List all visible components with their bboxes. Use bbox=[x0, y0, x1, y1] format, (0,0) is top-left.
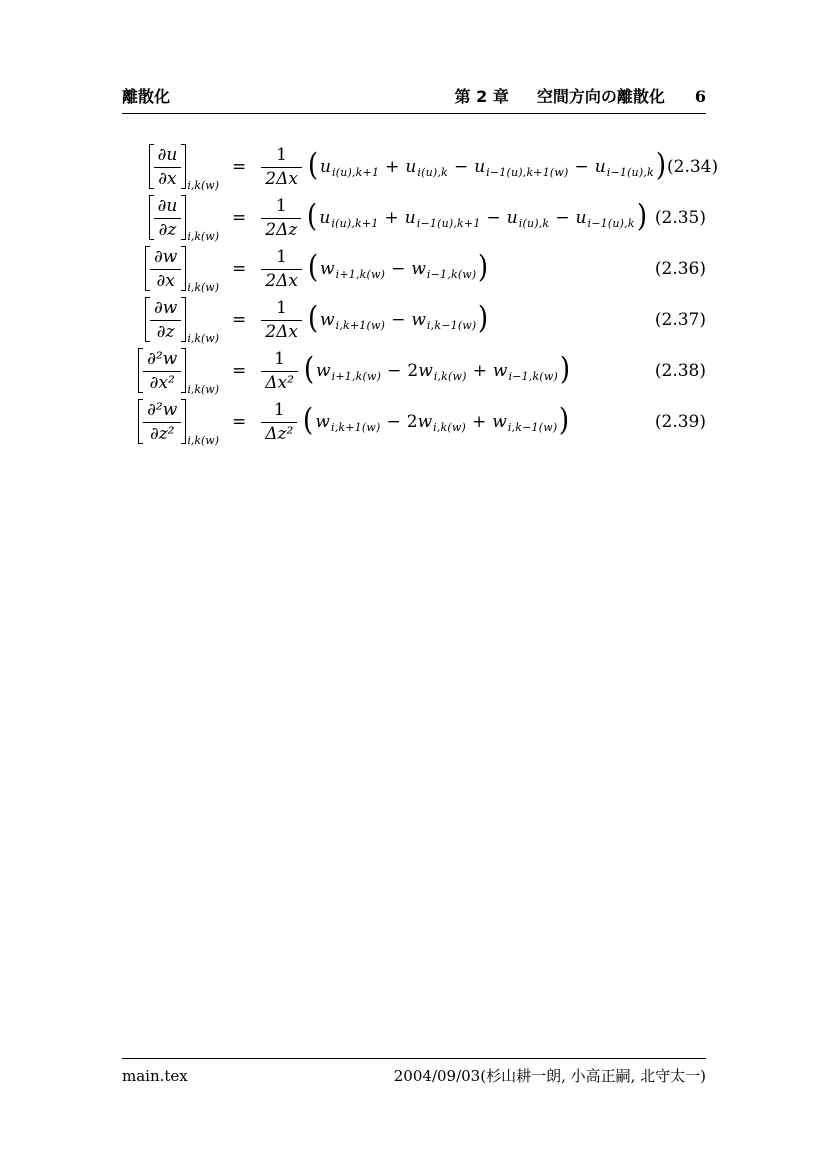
coefficient-numerator: 1 bbox=[275, 196, 287, 217]
term-coefficient: 2 bbox=[407, 360, 419, 381]
equation-row bbox=[122, 192, 706, 243]
term-subscript: i,k+1(w) bbox=[335, 318, 386, 332]
footer-rule bbox=[122, 1058, 706, 1059]
equation-number: (2.35) bbox=[654, 207, 706, 228]
page-footer-area bbox=[122, 1058, 706, 1086]
bracketed-derivative bbox=[145, 297, 186, 341]
equation-row bbox=[122, 294, 706, 345]
math-term bbox=[320, 157, 379, 177]
header-page-number: 6 bbox=[694, 87, 706, 106]
term-variable: u bbox=[320, 156, 331, 177]
derivative-numerator: ∂²w bbox=[147, 349, 178, 370]
math-term bbox=[407, 361, 466, 381]
equation-terms bbox=[320, 259, 476, 279]
coefficient-denominator: 2Δx bbox=[261, 320, 302, 342]
bracketed-derivative bbox=[138, 348, 186, 392]
equals-sign: = bbox=[232, 309, 247, 330]
open-paren: ( bbox=[303, 401, 314, 438]
right-bracket-icon bbox=[181, 195, 186, 239]
open-paren: ( bbox=[307, 299, 319, 336]
math-term bbox=[316, 361, 381, 381]
math-term bbox=[319, 208, 378, 228]
math-term bbox=[474, 157, 568, 177]
equation-lhs bbox=[122, 399, 219, 447]
term-variable: w bbox=[316, 360, 331, 381]
math-term bbox=[405, 157, 448, 177]
open-paren: ( bbox=[307, 197, 318, 234]
derivative-fraction bbox=[154, 195, 182, 239]
coefficient-denominator: Δz² bbox=[261, 422, 297, 444]
page-footer bbox=[122, 1065, 706, 1086]
equals-sign: = bbox=[232, 258, 247, 279]
bracketed-derivative bbox=[149, 195, 187, 239]
math-term bbox=[493, 361, 558, 381]
right-bracket-icon bbox=[181, 399, 186, 443]
math-term bbox=[492, 412, 557, 432]
coefficient-fraction bbox=[261, 195, 301, 239]
equation-number: (2.36) bbox=[654, 258, 706, 279]
term-variable: w bbox=[411, 309, 426, 330]
derivative-fraction bbox=[150, 246, 181, 290]
derivative-fraction bbox=[143, 399, 181, 443]
derivative-fraction bbox=[154, 144, 182, 188]
close-paren: ) bbox=[478, 299, 489, 336]
term-variable: w bbox=[492, 360, 508, 381]
term-subscript: i,k+1(w) bbox=[330, 420, 381, 434]
coefficient-denominator: 2Δx bbox=[261, 269, 302, 291]
equation-lhs bbox=[122, 144, 219, 192]
derivative-denominator: ∂x bbox=[154, 167, 182, 189]
close-paren: ) bbox=[559, 350, 571, 387]
right-bracket-icon bbox=[181, 246, 186, 290]
term-variable: u bbox=[319, 207, 331, 228]
document-page bbox=[122, 84, 719, 447]
derivative-numerator: ∂w bbox=[153, 247, 178, 268]
math-term bbox=[405, 208, 481, 228]
coefficient-numerator: 1 bbox=[276, 145, 287, 166]
equation-lhs bbox=[122, 246, 219, 294]
evaluation-subscript: i,k(w) bbox=[187, 433, 219, 447]
term-variable: w bbox=[417, 411, 433, 432]
equation-number: (2.37) bbox=[654, 309, 706, 330]
equation-row bbox=[122, 396, 706, 447]
equation-terms bbox=[320, 310, 476, 330]
evaluation-subscript: i,k(w) bbox=[187, 331, 219, 345]
equation-lhs bbox=[122, 348, 219, 396]
footer-filename: main.tex bbox=[122, 1067, 188, 1085]
equation-terms bbox=[319, 208, 634, 228]
term-coefficient: 2 bbox=[406, 411, 418, 432]
coefficient-denominator: Δx² bbox=[261, 371, 298, 393]
math-term bbox=[595, 157, 654, 177]
term-subscript: i−1(u),k+1 bbox=[416, 216, 481, 230]
equation-row bbox=[122, 141, 719, 192]
term-subscript: i−1,k(w) bbox=[426, 267, 477, 281]
close-paren: ) bbox=[478, 248, 489, 285]
equals-sign: = bbox=[232, 207, 247, 228]
equation-terms bbox=[315, 412, 557, 432]
operator-sign: − bbox=[391, 258, 406, 279]
evaluation-subscript: i,k(w) bbox=[187, 178, 219, 192]
equation-number: (2.39) bbox=[654, 411, 706, 432]
equation-lhs bbox=[122, 195, 219, 243]
derivative-denominator: ∂z bbox=[154, 218, 182, 240]
coefficient-fraction bbox=[261, 144, 302, 188]
derivative-numerator: ∂²w bbox=[147, 400, 178, 421]
term-variable: w bbox=[315, 411, 330, 432]
term-subscript: i(u),k bbox=[417, 165, 448, 179]
open-paren: ( bbox=[303, 350, 315, 387]
equation-lhs bbox=[122, 297, 219, 345]
right-bracket-icon bbox=[181, 144, 186, 188]
header-running-title: 離散化 bbox=[122, 87, 171, 106]
header-rule bbox=[122, 113, 706, 114]
coefficient-fraction bbox=[261, 246, 302, 290]
close-paren: ) bbox=[655, 146, 667, 183]
coefficient-fraction bbox=[261, 348, 298, 392]
operator-sign: − bbox=[387, 360, 402, 381]
derivative-denominator: ∂z bbox=[150, 320, 181, 342]
math-term bbox=[411, 310, 476, 330]
right-bracket-icon bbox=[181, 297, 186, 341]
evaluation-subscript: i,k(w) bbox=[187, 280, 219, 294]
term-variable: u bbox=[506, 207, 518, 228]
equation-row bbox=[122, 243, 706, 294]
equals-sign: = bbox=[232, 360, 247, 381]
bracketed-derivative bbox=[145, 246, 186, 290]
term-variable: u bbox=[405, 156, 417, 177]
term-variable: w bbox=[492, 411, 507, 432]
open-paren: ( bbox=[307, 146, 319, 183]
math-term bbox=[320, 259, 385, 279]
coefficient-numerator: 1 bbox=[273, 400, 285, 421]
term-subscript: i,k(w) bbox=[433, 369, 467, 383]
operator-sign: − bbox=[386, 411, 401, 432]
operator-sign: − bbox=[453, 156, 469, 177]
equation-terms bbox=[320, 157, 654, 177]
math-term bbox=[320, 310, 385, 330]
math-term bbox=[411, 259, 476, 279]
operator-sign: + bbox=[385, 156, 400, 177]
coefficient-fraction bbox=[261, 297, 302, 341]
term-subscript: i(u),k+1 bbox=[331, 216, 379, 230]
math-term bbox=[407, 412, 466, 432]
operator-sign: − bbox=[574, 156, 589, 177]
derivative-denominator: ∂z² bbox=[143, 422, 181, 444]
term-variable: u bbox=[594, 156, 606, 177]
operator-sign: − bbox=[391, 309, 406, 330]
coefficient-fraction bbox=[261, 399, 297, 443]
open-paren: ( bbox=[307, 248, 319, 285]
header-chapter-group bbox=[455, 84, 706, 107]
term-subscript: i(u),k bbox=[518, 216, 550, 230]
bracketed-derivative bbox=[149, 144, 187, 188]
operator-sign: − bbox=[555, 207, 570, 228]
term-subscript: i+1,k(w) bbox=[331, 369, 382, 383]
derivative-denominator: ∂x bbox=[150, 269, 181, 291]
equation-list bbox=[122, 141, 719, 447]
equation-number: (2.38) bbox=[654, 360, 706, 381]
derivative-denominator: ∂x² bbox=[143, 371, 181, 393]
operator-sign: + bbox=[384, 207, 399, 228]
derivative-fraction bbox=[143, 348, 181, 392]
close-paren: ) bbox=[559, 401, 570, 438]
coefficient-numerator: 1 bbox=[276, 247, 287, 268]
equals-sign: = bbox=[232, 411, 247, 432]
term-subscript: i−1(u),k bbox=[587, 216, 635, 230]
term-variable: u bbox=[404, 207, 416, 228]
derivative-numerator: ∂u bbox=[157, 196, 178, 217]
equation-number: (2.34) bbox=[667, 156, 719, 177]
term-subscript: i−1(u),k bbox=[606, 165, 654, 179]
term-subscript: i+1,k(w) bbox=[335, 267, 386, 281]
header-chapter-label: 第 2 章 bbox=[454, 87, 509, 106]
evaluation-subscript: i,k(w) bbox=[187, 382, 219, 396]
bracketed-derivative bbox=[138, 399, 186, 443]
term-subscript: i(u),k+1 bbox=[332, 165, 380, 179]
coefficient-numerator: 1 bbox=[276, 298, 287, 319]
term-variable: w bbox=[320, 258, 335, 279]
operator-sign: + bbox=[472, 411, 487, 432]
page-header bbox=[122, 84, 706, 107]
header-section-title: 空間方向の離散化 bbox=[536, 87, 665, 106]
term-variable: u bbox=[474, 156, 486, 177]
term-variable: u bbox=[575, 207, 587, 228]
equation-row bbox=[122, 345, 706, 396]
coefficient-denominator: 2Δx bbox=[261, 167, 302, 189]
right-bracket-icon bbox=[181, 348, 186, 392]
operator-sign: + bbox=[472, 360, 487, 381]
term-subscript: i−1,k(w) bbox=[508, 369, 558, 383]
math-term bbox=[315, 412, 380, 432]
math-term bbox=[507, 208, 550, 228]
term-variable: w bbox=[418, 360, 433, 381]
coefficient-denominator: 2Δz bbox=[261, 218, 301, 240]
evaluation-subscript: i,k(w) bbox=[187, 229, 219, 243]
term-variable: w bbox=[411, 258, 426, 279]
equals-sign: = bbox=[232, 156, 247, 177]
footer-date-authors: 2004/09/03(杉山耕一朗, 小高正嗣, 北守太一) bbox=[393, 1067, 706, 1085]
term-subscript: i,k−1(w) bbox=[507, 420, 558, 434]
close-paren: ) bbox=[636, 197, 647, 234]
math-term bbox=[576, 208, 635, 228]
term-subscript: i−1(u),k+1(w) bbox=[486, 165, 569, 179]
derivative-fraction bbox=[150, 297, 181, 341]
equation-terms bbox=[316, 361, 558, 381]
derivative-numerator: ∂w bbox=[153, 298, 178, 319]
operator-sign: − bbox=[486, 207, 501, 228]
derivative-numerator: ∂u bbox=[157, 145, 178, 166]
term-variable: w bbox=[320, 309, 335, 330]
term-subscript: i,k−1(w) bbox=[426, 318, 477, 332]
coefficient-numerator: 1 bbox=[274, 349, 285, 370]
term-subscript: i,k(w) bbox=[433, 420, 467, 434]
